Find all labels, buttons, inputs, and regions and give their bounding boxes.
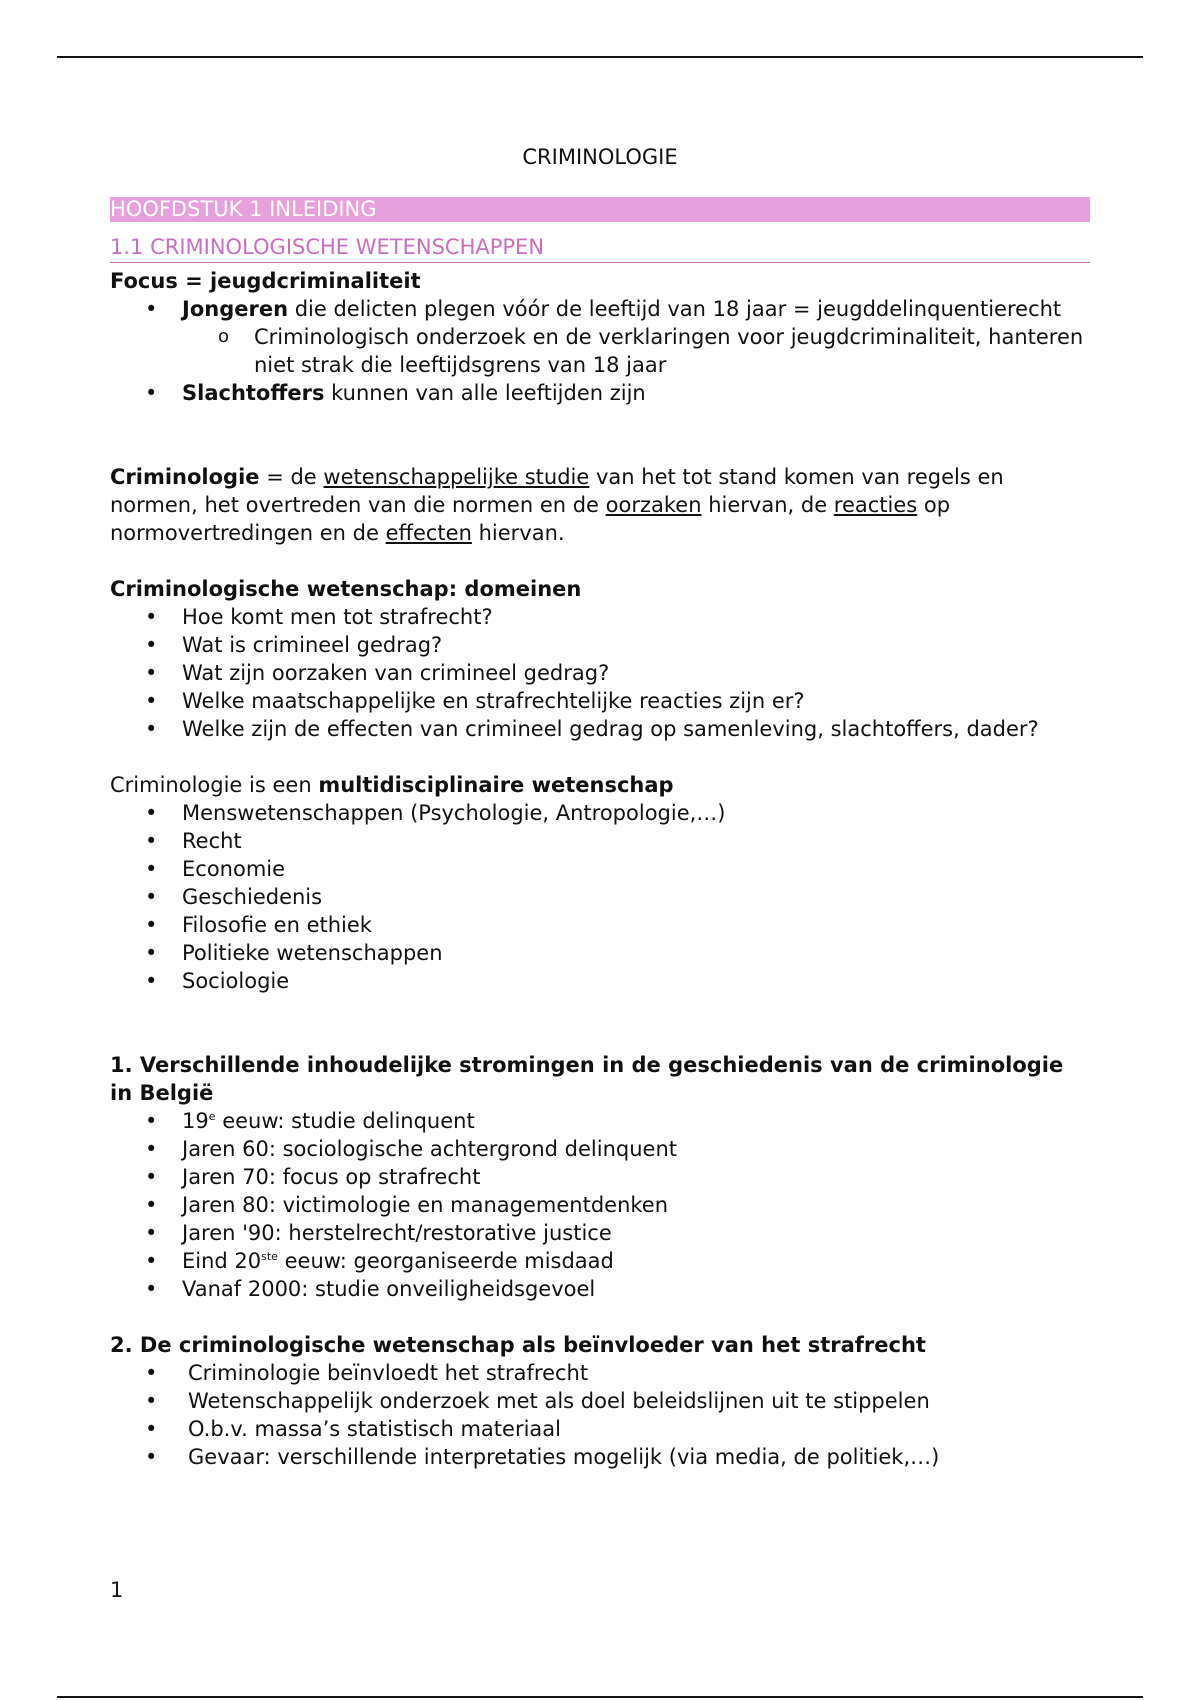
domains-heading: Criminologische wetenschap: domeinen bbox=[110, 577, 582, 601]
list-item: • 19e eeuw: studie delinquent bbox=[110, 1107, 1090, 1135]
list-item: • Criminologie beïnvloedt het strafrecht bbox=[110, 1359, 1090, 1387]
document-body bbox=[110, 143, 1090, 1471]
disciplines-list bbox=[110, 799, 1090, 995]
definition-paragraph: Criminologie = de wetenschappelijke studie van het tot stand komen van regels en normen, het overtreden van die normen en de oorzaken hiervan, de reacties op normovertredingen en de effecten hiervan. bbox=[110, 465, 1004, 545]
focus-list bbox=[110, 295, 1090, 323]
list-item: • Wetenschappelijk onderzoek met als doel beleidslijnen uit te stippelen bbox=[110, 1387, 1090, 1415]
history-heading: 1. Verschillende inhoudelijke stromingen in de geschiedenis van de criminologie in België bbox=[110, 1053, 1064, 1105]
list-item: • Jaren 60: sociologische achtergrond delinquent bbox=[110, 1135, 1090, 1163]
page-number: 1 bbox=[110, 1578, 124, 1602]
list-item: • Filosofie en ethiek bbox=[110, 911, 1090, 939]
list-item: • Wat is crimineel gedrag? bbox=[110, 631, 1090, 659]
list-item: • Jaren '90: herstelrecht/restorative justice bbox=[110, 1219, 1090, 1247]
list-item: • Recht bbox=[110, 827, 1090, 855]
multidisciplinary-intro: Criminologie is een multidisciplinaire wetenschap bbox=[110, 773, 674, 797]
list-item: • Eind 20ste eeuw: georganiseerde misdaad bbox=[110, 1247, 1090, 1275]
list-item: • Hoe komt men tot strafrecht? bbox=[110, 603, 1090, 631]
list-item: • Economie bbox=[110, 855, 1090, 883]
list-item: • Geschiedenis bbox=[110, 883, 1090, 911]
list-item: • O.b.v. massa’s statistisch materiaal bbox=[110, 1415, 1090, 1443]
section-heading: 1.1 CRIMINOLOGISCHE WETENSCHAPPEN bbox=[110, 232, 1090, 263]
list-item: • Jongeren die delicten plegen vóór de leeftijd van 18 jaar = jeugddelinquentierecht bbox=[110, 295, 1090, 323]
list-item: • Slachtoffers kunnen van alle leeftijden zijn bbox=[110, 379, 1090, 407]
focus-heading: Focus = jeugdcriminaliteit bbox=[110, 269, 421, 293]
domains-list bbox=[110, 603, 1090, 743]
list-item: • Politieke wetenschappen bbox=[110, 939, 1090, 967]
list-item: • Menswetenschappen (Psychologie, Antropologie,…) bbox=[110, 799, 1090, 827]
list-item: • Vanaf 2000: studie onveiligheidsgevoel bbox=[110, 1275, 1090, 1303]
chapter-heading: HOOFDSTUK 1 INLEIDING bbox=[110, 197, 1090, 222]
document-title: CRIMINOLOGIE bbox=[522, 145, 678, 169]
list-item: • Sociologie bbox=[110, 967, 1090, 995]
footer-rule bbox=[57, 1696, 1143, 1698]
list-item: • Gevaar: verschillende interpretaties mogelijk (via media, de politiek,…) bbox=[110, 1443, 1090, 1471]
list-item: • Jaren 80: victimologie en managementdenken bbox=[110, 1191, 1090, 1219]
influence-list bbox=[110, 1359, 1090, 1471]
list-item: • Jaren 70: focus op strafrecht bbox=[110, 1163, 1090, 1191]
list-item: • Welke zijn de effecten van crimineel gedrag op samenleving, slachtoffers, dader? bbox=[110, 715, 1090, 743]
list-item: • Welke maatschappelijke en strafrechtelijke reacties zijn er? bbox=[110, 687, 1090, 715]
list-item: o Criminologisch onderzoek en de verklaringen voor jeugdcriminaliteit, hanteren niet strak die leeftijdsgrens van 18 jaar bbox=[110, 323, 1090, 379]
focus-sublist bbox=[110, 323, 1090, 379]
history-list bbox=[110, 1107, 1090, 1303]
list-item: • Wat zijn oorzaken van crimineel gedrag? bbox=[110, 659, 1090, 687]
focus-list-2 bbox=[110, 379, 1090, 407]
header-rule bbox=[57, 56, 1143, 58]
influence-heading: 2. De criminologische wetenschap als beïnvloeder van het strafrecht bbox=[110, 1333, 926, 1357]
